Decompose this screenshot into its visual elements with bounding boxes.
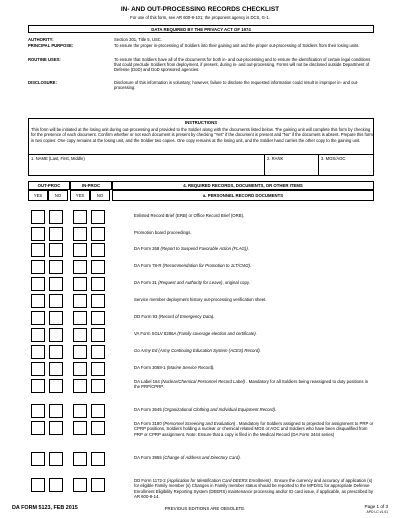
out-proc-yes-checkbox[interactable] xyxy=(31,452,45,466)
privacy-header: DATA REQUIRED BY THE PRIVACY ACT OF 1974 xyxy=(28,25,374,33)
in-proc-no-checkbox[interactable] xyxy=(91,260,105,274)
out-proc-no-checkbox[interactable] xyxy=(49,277,63,291)
in-proc-yes-checkbox[interactable] xyxy=(73,345,87,359)
checklist-item-text xyxy=(134,297,374,302)
out-proc-yes-checkbox[interactable] xyxy=(31,277,45,291)
item-note: . Mandatory for Soldiers assigned to projected for assignment to PRP or CPRP positions, Soldiers holding a nuclear or chemical related MOS or AOC and Soldiers who have been disqualified from PRP or CPRP assignment. Note: Ensure that a copy is filed in the Medical Record (DA Form 3444 series) xyxy=(134,421,374,437)
out-proc-yes-checkbox[interactable] xyxy=(31,404,45,418)
out-proc-no-checkbox[interactable] xyxy=(49,260,63,274)
in-proc-yes-checkbox[interactable] xyxy=(73,243,87,257)
item-form-number: DA Form 3955 xyxy=(134,455,163,460)
out-proc-yes-checkbox[interactable] xyxy=(31,243,45,257)
out-proc-no-checkbox[interactable] xyxy=(49,328,63,342)
item-form-number: DA Label 164 xyxy=(134,379,161,384)
principal-purpose-label: PRINCIPAL PURPOSE: xyxy=(28,43,74,48)
form-subtitle: For use of this form, see AR 600-8-101; the proponent agency is DCS, G-1. xyxy=(130,15,270,20)
item-form-number: DD Form 93 xyxy=(134,314,159,319)
mos-field[interactable] xyxy=(319,155,375,176)
in-proc-yes-checkbox[interactable] xyxy=(73,277,87,291)
out-proc-no-checkbox[interactable] xyxy=(49,421,63,435)
out-proc-no-checkbox[interactable] xyxy=(49,404,63,418)
item-note: . Ensure the currency and accuracy of application (s) for eligible Family member (s) Changes in Family member status should be reported to the MPD/S1 for appropriate Defense Enrollment Eligibility Reporting System (DEERS) maintenance processing and/or ID card issue, if applicable, as prescribed by AR 600-8-14. xyxy=(134,478,374,500)
out-proc-yes-checkbox[interactable] xyxy=(31,210,45,224)
item-form-number: DA Form 3645 xyxy=(134,407,163,412)
in-proc-yes-checkbox[interactable] xyxy=(73,311,87,325)
in-proc-no-checkbox[interactable] xyxy=(91,345,105,359)
instructions-box xyxy=(28,118,374,155)
out-proc-yes-checkbox[interactable] xyxy=(31,362,45,376)
checklist-item-text xyxy=(134,263,374,268)
routine-uses-text: To ensure that Soldiers have all of the documents for both in- and out-processing and to ensure the identification of certain legal conditions that could preclude Soldiers from deployment, if present, during in- and out-processing. Forms will not be disclosed outside Department of Defense (DoD) and DoD sponsored agencies. xyxy=(114,57,371,72)
checklist-item-text xyxy=(134,365,374,370)
out-proc-yes-header: YES xyxy=(28,190,48,201)
in-proc-no-checkbox[interactable] xyxy=(91,294,105,308)
page-number: Page 1 of 3 xyxy=(364,504,388,509)
authority-text: Section 301, Title 5, USC. xyxy=(114,37,162,42)
in-proc-yes-checkbox[interactable] xyxy=(73,260,87,274)
out-proc-no-checkbox[interactable] xyxy=(49,362,63,376)
in-proc-yes-header: YES xyxy=(70,190,90,201)
in-proc-no-checkbox[interactable] xyxy=(91,210,105,224)
checklist-item-text xyxy=(134,246,374,251)
out-proc-no-checkbox[interactable] xyxy=(49,345,63,359)
checklist-item-text xyxy=(134,230,374,235)
out-proc-yes-checkbox[interactable] xyxy=(31,227,45,241)
item-form-number: DA Form 78-R xyxy=(134,263,163,268)
item-form-title: (Change of Address and Directory Card). xyxy=(162,455,241,460)
in-proc-no-checkbox[interactable] xyxy=(91,243,105,257)
out-proc-yes-checkbox[interactable] xyxy=(31,421,45,435)
item-form-title: (Request and Authority for Leave) xyxy=(158,280,223,285)
checklist-item-text xyxy=(134,331,374,336)
in-proc-no-checkbox[interactable] xyxy=(91,362,105,376)
out-proc-yes-checkbox[interactable] xyxy=(31,478,45,492)
out-proc-no-checkbox[interactable] xyxy=(49,227,63,241)
in-proc-yes-checkbox[interactable] xyxy=(73,210,87,224)
item-form-title: (Application for Identification Card-DEERS Enrollment) xyxy=(166,478,271,483)
out-proc-no-checkbox[interactable] xyxy=(49,243,63,257)
in-proc-yes-checkbox[interactable] xyxy=(73,328,87,342)
name-label: 1. NAME (Last, First, Middle) xyxy=(31,156,85,161)
checklist-item-text xyxy=(134,213,374,218)
item-form-number: DA Form 31 xyxy=(134,280,159,285)
in-proc-yes-checkbox[interactable] xyxy=(73,478,87,492)
in-proc-no-checkbox[interactable] xyxy=(91,379,105,393)
item-form-title: (Organizational Clothing and Individual Equipment Record). xyxy=(162,407,277,412)
out-proc-no-checkbox[interactable] xyxy=(49,478,63,492)
checklist-item-text xyxy=(134,348,374,353)
out-proc-yes-checkbox[interactable] xyxy=(31,311,45,325)
item-form-title: (Family coverage election and certificate). xyxy=(177,331,257,336)
in-proc-no-checkbox[interactable] xyxy=(91,452,105,466)
in-proc-yes-checkbox[interactable] xyxy=(73,421,87,435)
item-text: Promotion board proceedings. xyxy=(134,230,192,235)
in-proc-yes-checkbox[interactable] xyxy=(73,404,87,418)
rank-field[interactable] xyxy=(265,155,319,176)
out-proc-yes-checkbox[interactable] xyxy=(31,379,45,393)
in-proc-yes-checkbox[interactable] xyxy=(73,362,87,376)
item-form-title: Go Army Ed (Army Continuing Education System (ACES) Record). xyxy=(134,348,261,353)
principal-purpose-text: To ensure the proper in-processing of Soldiers into their gaining unit and the proper out-processing of Soldiers from their losing units. xyxy=(114,43,360,48)
out-proc-no-checkbox[interactable] xyxy=(49,294,63,308)
checklist-item-text xyxy=(134,421,374,437)
item-form-number: DA Form 3180 xyxy=(134,421,163,426)
routine-uses-label: ROUTINE USES: xyxy=(28,57,61,62)
item-form-title: (Marine Service Record). xyxy=(166,365,215,370)
in-proc-no-checkbox[interactable] xyxy=(91,404,105,418)
item-form-number: DA Form 3068-1 xyxy=(134,365,167,370)
in-proc-no-checkbox[interactable] xyxy=(91,478,105,492)
in-proc-no-checkbox[interactable] xyxy=(91,328,105,342)
out-proc-yes-checkbox[interactable] xyxy=(31,260,45,274)
rank-label: 2. RANK xyxy=(267,156,284,161)
checklist-item-text xyxy=(134,455,374,460)
item-note: . Mandatory for all Soldiers being reassigned to duty positions in the PRP/CPRP. xyxy=(134,379,369,390)
disclosure-label: DISCLOSURE: xyxy=(28,80,57,85)
checklist-item-text xyxy=(134,379,374,390)
item-form-title: (Nuclear/Chemical Personnel Record Label) xyxy=(161,379,246,384)
out-proc-header: OUT-PROC xyxy=(28,181,70,190)
out-proc-no-checkbox[interactable] xyxy=(49,210,63,224)
out-proc-no-checkbox[interactable] xyxy=(49,311,63,325)
identification-block xyxy=(28,155,374,176)
in-proc-yes-checkbox[interactable] xyxy=(73,227,87,241)
item-form-number: DA Form 268 xyxy=(134,246,161,251)
mos-label: 3. MOS/AOC xyxy=(321,156,346,161)
item-form-number: VA Form SGLV 8286A xyxy=(134,331,178,336)
item-text: Enlisted Record Brief (ERB) or Office Record Brief (ORB). xyxy=(134,213,245,218)
instructions-title: INSTRUCTIONS xyxy=(184,120,218,125)
out-proc-yes-checkbox[interactable] xyxy=(31,345,45,359)
in-proc-no-checkbox[interactable] xyxy=(91,277,105,291)
form-title: IN- AND OUT-PROCESSING RECORDS CHECKLIST xyxy=(120,6,280,13)
item-text: Service member deployment history out-processing verification sheet. xyxy=(134,297,267,302)
checklist-item-text xyxy=(134,314,374,319)
item-note: , original copy. xyxy=(222,280,250,285)
records-header: 4. REQUIRED RECORDS, DOCUMENTS, OR OTHER ITEMS xyxy=(112,181,374,190)
in-proc-no-checkbox[interactable] xyxy=(91,421,105,435)
in-proc-yes-checkbox[interactable] xyxy=(73,452,87,466)
name-field[interactable] xyxy=(29,155,265,176)
out-proc-no-header: NO xyxy=(48,190,68,201)
item-form-title: (Report to Suspend Favorable Action (FLAG)). xyxy=(160,246,249,251)
form-version: APD LC v1.01 xyxy=(366,510,388,514)
out-proc-no-checkbox[interactable] xyxy=(49,379,63,393)
disclosure-text: Disclosure of this information is voluntary; however, failure to disclose the requested information could result in improper in- and out-processing. xyxy=(114,80,359,90)
item-form-title: (Personnel Screening and Evaluation) xyxy=(162,421,236,426)
in-proc-no-header: NO xyxy=(90,190,110,201)
instructions-text: This form will be initiated at the losing unit during out-processing and provided to the Soldier along with the documents listed below. The gaining unit will complete this form by checking for the presence of each document. Confirm whether or not each document is present by checking "Yes" if the document is present and "No" if the document is absent. Prepare this form in two copies: One copy remains at the losing unit, and the Soldier two copies. One copy remains at the losing unit, and the Soldier hand carries the other copy to the gaining unit. xyxy=(31,127,373,143)
checklist-item-text xyxy=(134,407,374,412)
checklist-item-text xyxy=(134,478,374,500)
checklist-item-text xyxy=(134,280,374,285)
in-proc-yes-checkbox[interactable] xyxy=(73,379,87,393)
out-proc-yes-checkbox[interactable] xyxy=(31,328,45,342)
in-proc-yes-checkbox[interactable] xyxy=(73,294,87,308)
out-proc-no-checkbox[interactable] xyxy=(49,452,63,466)
item-form-title: (Recommendation for Promotion to 1LT/CW2). xyxy=(162,263,252,268)
item-form-number: DD Form 1172-2 xyxy=(134,478,167,483)
out-proc-yes-checkbox[interactable] xyxy=(31,294,45,308)
previous-editions-note: PREVIOUS EDITIONS ARE OBSOLETE. xyxy=(164,506,246,511)
in-proc-no-checkbox[interactable] xyxy=(91,227,105,241)
form-number: DA FORM 5123, FEB 2015 xyxy=(12,505,78,511)
authority-label: AUTHORITY: xyxy=(28,37,54,42)
in-proc-no-checkbox[interactable] xyxy=(91,311,105,325)
in-proc-header: IN-PROC xyxy=(70,181,112,190)
item-form-title: (Record of Emergency Data). xyxy=(158,314,215,319)
section-a-title: a. PERSONNEL RECORD DOCUMENTS xyxy=(112,190,374,201)
